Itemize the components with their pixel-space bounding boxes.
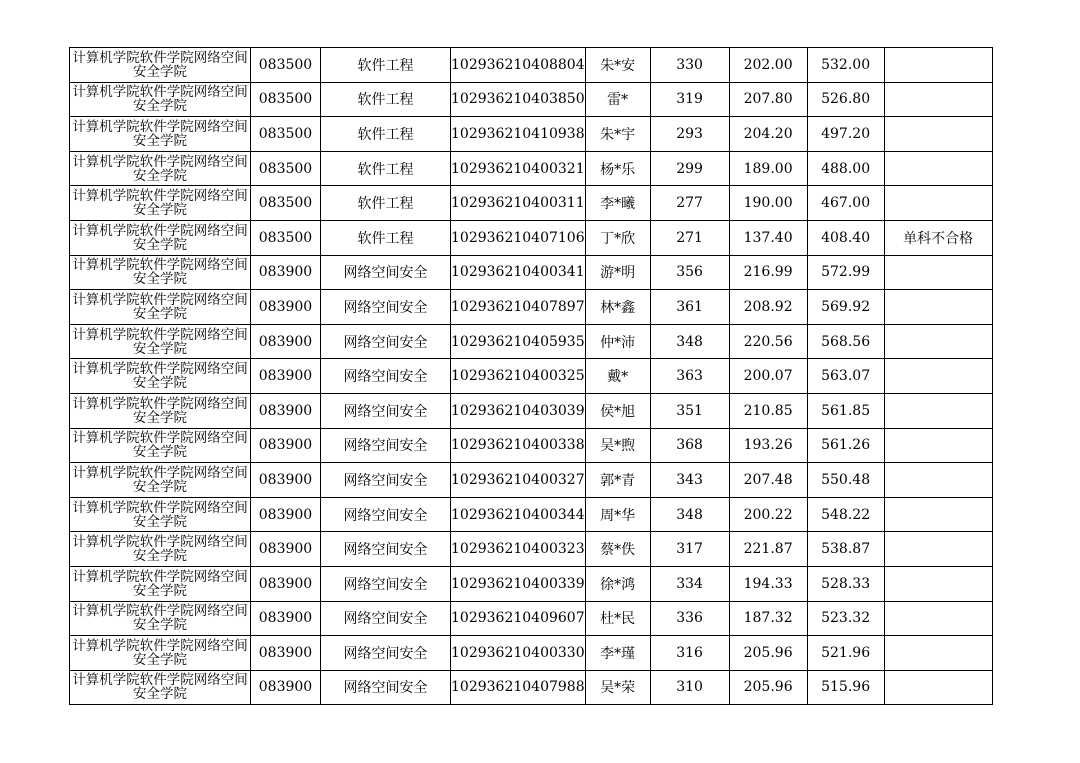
name-cell: 徐*鸿 — [585, 566, 650, 601]
college-text: 计算机学院软件学院网络空间安全学院 — [72, 464, 248, 495]
major-code-cell: 083900 — [251, 428, 321, 463]
exam-id-cell: 102936210410938 — [451, 117, 586, 152]
note-cell — [884, 601, 992, 636]
table-row — [70, 290, 993, 325]
score-retest-cell: 137.40 — [729, 220, 807, 255]
score-initial-cell: 299 — [650, 151, 729, 186]
name-cell: 杨*乐 — [585, 151, 650, 186]
note-cell — [884, 186, 992, 221]
major-code-cell: 083500 — [251, 48, 321, 83]
table-row — [70, 255, 993, 290]
score-initial-cell: 356 — [650, 255, 729, 290]
major-code-cell: 083900 — [251, 601, 321, 636]
college-cell — [70, 359, 251, 394]
note-cell — [884, 82, 992, 117]
exam-id-cell: 102936210407106 — [451, 220, 586, 255]
table-row — [70, 186, 993, 221]
major-code-cell: 083900 — [251, 497, 321, 532]
score-total-cell: 521.96 — [807, 636, 884, 671]
major-code-cell: 083900 — [251, 359, 321, 394]
college-cell — [70, 428, 251, 463]
major-code-cell: 083900 — [251, 290, 321, 325]
major-code-cell: 083500 — [251, 117, 321, 152]
note-cell — [884, 117, 992, 152]
table-row — [70, 324, 993, 359]
score-initial-cell: 310 — [650, 670, 729, 705]
score-retest-cell: 210.85 — [729, 393, 807, 428]
score-retest-cell: 216.99 — [729, 255, 807, 290]
college-text: 计算机学院软件学院网络空间安全学院 — [72, 672, 248, 703]
table-row — [70, 428, 993, 463]
score-total-cell: 523.32 — [807, 601, 884, 636]
score-retest-cell: 208.92 — [729, 290, 807, 325]
score-total-cell: 467.00 — [807, 186, 884, 221]
college-cell — [70, 186, 251, 221]
name-cell: 游*明 — [585, 255, 650, 290]
note-cell: 单科不合格 — [884, 220, 992, 255]
major-cell: 网络空间安全 — [321, 532, 451, 567]
major-cell: 网络空间安全 — [321, 255, 451, 290]
major-code-cell: 083500 — [251, 186, 321, 221]
score-initial-cell: 343 — [650, 463, 729, 498]
score-retest-cell: 200.22 — [729, 497, 807, 532]
score-retest-cell: 220.56 — [729, 324, 807, 359]
score-initial-cell: 351 — [650, 393, 729, 428]
college-text: 计算机学院软件学院网络空间安全学院 — [72, 222, 248, 253]
score-retest-cell: 205.96 — [729, 670, 807, 705]
exam-id-cell: 102936210400323 — [451, 532, 586, 567]
name-cell: 戴* — [585, 359, 650, 394]
score-initial-cell: 363 — [650, 359, 729, 394]
major-code-cell: 083900 — [251, 324, 321, 359]
college-text: 计算机学院软件学院网络空间安全学院 — [72, 568, 248, 599]
exam-id-cell: 102936210407988 — [451, 670, 586, 705]
score-retest-cell: 193.26 — [729, 428, 807, 463]
major-cell: 软件工程 — [321, 186, 451, 221]
name-cell: 吴*荣 — [585, 670, 650, 705]
major-cell: 网络空间安全 — [321, 497, 451, 532]
score-initial-cell: 361 — [650, 290, 729, 325]
score-retest-cell: 189.00 — [729, 151, 807, 186]
exam-id-cell: 102936210409607 — [451, 601, 586, 636]
major-code-cell: 083500 — [251, 151, 321, 186]
college-text: 计算机学院软件学院网络空间安全学院 — [72, 395, 248, 426]
table-row — [70, 48, 993, 83]
college-text: 计算机学院软件学院网络空间安全学院 — [72, 637, 248, 668]
major-code-cell: 083500 — [251, 220, 321, 255]
college-cell — [70, 117, 251, 152]
exam-id-cell: 102936210400339 — [451, 566, 586, 601]
name-cell: 吴*煦 — [585, 428, 650, 463]
college-text: 计算机学院软件学院网络空间安全学院 — [72, 49, 248, 80]
college-cell — [70, 48, 251, 83]
score-retest-cell: 194.33 — [729, 566, 807, 601]
college-cell — [70, 324, 251, 359]
major-code-cell: 083900 — [251, 532, 321, 567]
exam-id-cell: 102936210400338 — [451, 428, 586, 463]
table-row — [70, 117, 993, 152]
exam-id-cell: 102936210403850 — [451, 82, 586, 117]
note-cell — [884, 428, 992, 463]
major-cell: 软件工程 — [321, 48, 451, 83]
name-cell: 周*华 — [585, 497, 650, 532]
score-initial-cell: 336 — [650, 601, 729, 636]
college-cell — [70, 255, 251, 290]
score-retest-cell: 207.48 — [729, 463, 807, 498]
score-retest-cell: 205.96 — [729, 636, 807, 671]
major-cell: 软件工程 — [321, 151, 451, 186]
name-cell: 李*曦 — [585, 186, 650, 221]
major-cell: 软件工程 — [321, 220, 451, 255]
name-cell: 郭*青 — [585, 463, 650, 498]
note-cell — [884, 497, 992, 532]
score-total-cell: 515.96 — [807, 670, 884, 705]
score-retest-cell: 202.00 — [729, 48, 807, 83]
table-row — [70, 220, 993, 255]
note-cell — [884, 48, 992, 83]
score-total-cell: 561.26 — [807, 428, 884, 463]
major-cell: 网络空间安全 — [321, 428, 451, 463]
score-total-cell: 532.00 — [807, 48, 884, 83]
note-cell — [884, 670, 992, 705]
note-cell — [884, 393, 992, 428]
score-total-cell: 538.87 — [807, 532, 884, 567]
major-code-cell: 083900 — [251, 566, 321, 601]
score-retest-cell: 187.32 — [729, 601, 807, 636]
note-cell — [884, 566, 992, 601]
table-row — [70, 359, 993, 394]
name-cell: 朱*安 — [585, 48, 650, 83]
table-row — [70, 601, 993, 636]
college-text: 计算机学院软件学院网络空间安全学院 — [72, 291, 248, 322]
note-cell — [884, 290, 992, 325]
score-total-cell: 497.20 — [807, 117, 884, 152]
table-row — [70, 670, 993, 705]
major-cell: 软件工程 — [321, 82, 451, 117]
college-cell — [70, 497, 251, 532]
score-total-cell: 569.92 — [807, 290, 884, 325]
score-retest-cell: 207.80 — [729, 82, 807, 117]
name-cell: 杜*民 — [585, 601, 650, 636]
note-cell — [884, 324, 992, 359]
name-cell: 丁*欣 — [585, 220, 650, 255]
major-cell: 网络空间安全 — [321, 636, 451, 671]
score-initial-cell: 334 — [650, 566, 729, 601]
college-text: 计算机学院软件学院网络空间安全学院 — [72, 188, 248, 219]
table-row — [70, 636, 993, 671]
score-initial-cell: 293 — [650, 117, 729, 152]
score-total-cell: 561.85 — [807, 393, 884, 428]
major-code-cell: 083900 — [251, 393, 321, 428]
major-code-cell: 083500 — [251, 82, 321, 117]
score-total-cell: 563.07 — [807, 359, 884, 394]
major-code-cell: 083900 — [251, 670, 321, 705]
college-text: 计算机学院软件学院网络空间安全学院 — [72, 84, 248, 115]
score-initial-cell: 348 — [650, 497, 729, 532]
exam-id-cell: 102936210400325 — [451, 359, 586, 394]
score-initial-cell: 319 — [650, 82, 729, 117]
major-cell: 网络空间安全 — [321, 359, 451, 394]
college-text: 计算机学院软件学院网络空间安全学院 — [72, 499, 248, 530]
table-row — [70, 566, 993, 601]
college-text: 计算机学院软件学院网络空间安全学院 — [72, 257, 248, 288]
exam-id-cell: 102936210408804 — [451, 48, 586, 83]
college-text: 计算机学院软件学院网络空间安全学院 — [72, 326, 248, 357]
name-cell: 仲*沛 — [585, 324, 650, 359]
table-row — [70, 393, 993, 428]
name-cell: 侯*旭 — [585, 393, 650, 428]
name-cell: 林*鑫 — [585, 290, 650, 325]
score-total-cell: 528.33 — [807, 566, 884, 601]
score-retest-cell: 190.00 — [729, 186, 807, 221]
score-retest-cell: 221.87 — [729, 532, 807, 567]
college-text: 计算机学院软件学院网络空间安全学院 — [72, 534, 248, 565]
major-cell: 网络空间安全 — [321, 393, 451, 428]
major-cell: 网络空间安全 — [321, 601, 451, 636]
college-text: 计算机学院软件学院网络空间安全学院 — [72, 153, 248, 184]
major-code-cell: 083900 — [251, 636, 321, 671]
score-initial-cell: 317 — [650, 532, 729, 567]
exam-id-cell: 102936210400330 — [451, 636, 586, 671]
score-total-cell: 572.99 — [807, 255, 884, 290]
college-cell — [70, 532, 251, 567]
college-text: 计算机学院软件学院网络空间安全学院 — [72, 430, 248, 461]
table-row — [70, 82, 993, 117]
name-cell: 朱*宇 — [585, 117, 650, 152]
exam-id-cell: 102936210400344 — [451, 497, 586, 532]
college-cell — [70, 670, 251, 705]
note-cell — [884, 151, 992, 186]
exam-id-cell: 102936210400327 — [451, 463, 586, 498]
major-cell: 网络空间安全 — [321, 566, 451, 601]
score-initial-cell: 330 — [650, 48, 729, 83]
score-initial-cell: 368 — [650, 428, 729, 463]
major-code-cell: 083900 — [251, 463, 321, 498]
college-cell — [70, 220, 251, 255]
name-cell: 雷* — [585, 82, 650, 117]
college-cell — [70, 290, 251, 325]
major-cell: 网络空间安全 — [321, 290, 451, 325]
name-cell: 蔡*佚 — [585, 532, 650, 567]
table-row — [70, 151, 993, 186]
college-cell — [70, 151, 251, 186]
exam-id-cell: 102936210407897 — [451, 290, 586, 325]
table-row — [70, 497, 993, 532]
score-total-cell: 550.48 — [807, 463, 884, 498]
major-cell: 网络空间安全 — [321, 324, 451, 359]
score-initial-cell: 316 — [650, 636, 729, 671]
score-table — [69, 47, 993, 705]
score-total-cell: 568.56 — [807, 324, 884, 359]
major-cell: 网络空间安全 — [321, 463, 451, 498]
major-cell: 网络空间安全 — [321, 670, 451, 705]
college-cell — [70, 463, 251, 498]
note-cell — [884, 463, 992, 498]
college-text: 计算机学院软件学院网络空间安全学院 — [72, 603, 248, 634]
score-initial-cell: 348 — [650, 324, 729, 359]
college-text: 计算机学院软件学院网络空间安全学院 — [72, 361, 248, 392]
table-row — [70, 532, 993, 567]
exam-id-cell: 102936210405935 — [451, 324, 586, 359]
exam-id-cell: 102936210400341 — [451, 255, 586, 290]
note-cell — [884, 359, 992, 394]
score-retest-cell: 204.20 — [729, 117, 807, 152]
score-total-cell: 408.40 — [807, 220, 884, 255]
college-text: 计算机学院软件学院网络空间安全学院 — [72, 118, 248, 149]
exam-id-cell: 102936210400321 — [451, 151, 586, 186]
college-cell — [70, 566, 251, 601]
college-cell — [70, 82, 251, 117]
note-cell — [884, 255, 992, 290]
score-total-cell: 548.22 — [807, 497, 884, 532]
table-row — [70, 463, 993, 498]
major-code-cell: 083900 — [251, 255, 321, 290]
note-cell — [884, 532, 992, 567]
college-cell — [70, 601, 251, 636]
score-initial-cell: 271 — [650, 220, 729, 255]
score-initial-cell: 277 — [650, 186, 729, 221]
score-total-cell: 526.80 — [807, 82, 884, 117]
score-total-cell: 488.00 — [807, 151, 884, 186]
college-cell — [70, 393, 251, 428]
exam-id-cell: 102936210400311 — [451, 186, 586, 221]
exam-id-cell: 102936210403039 — [451, 393, 586, 428]
name-cell: 李*瑾 — [585, 636, 650, 671]
score-retest-cell: 200.07 — [729, 359, 807, 394]
major-cell: 软件工程 — [321, 117, 451, 152]
note-cell — [884, 636, 992, 671]
college-cell — [70, 636, 251, 671]
